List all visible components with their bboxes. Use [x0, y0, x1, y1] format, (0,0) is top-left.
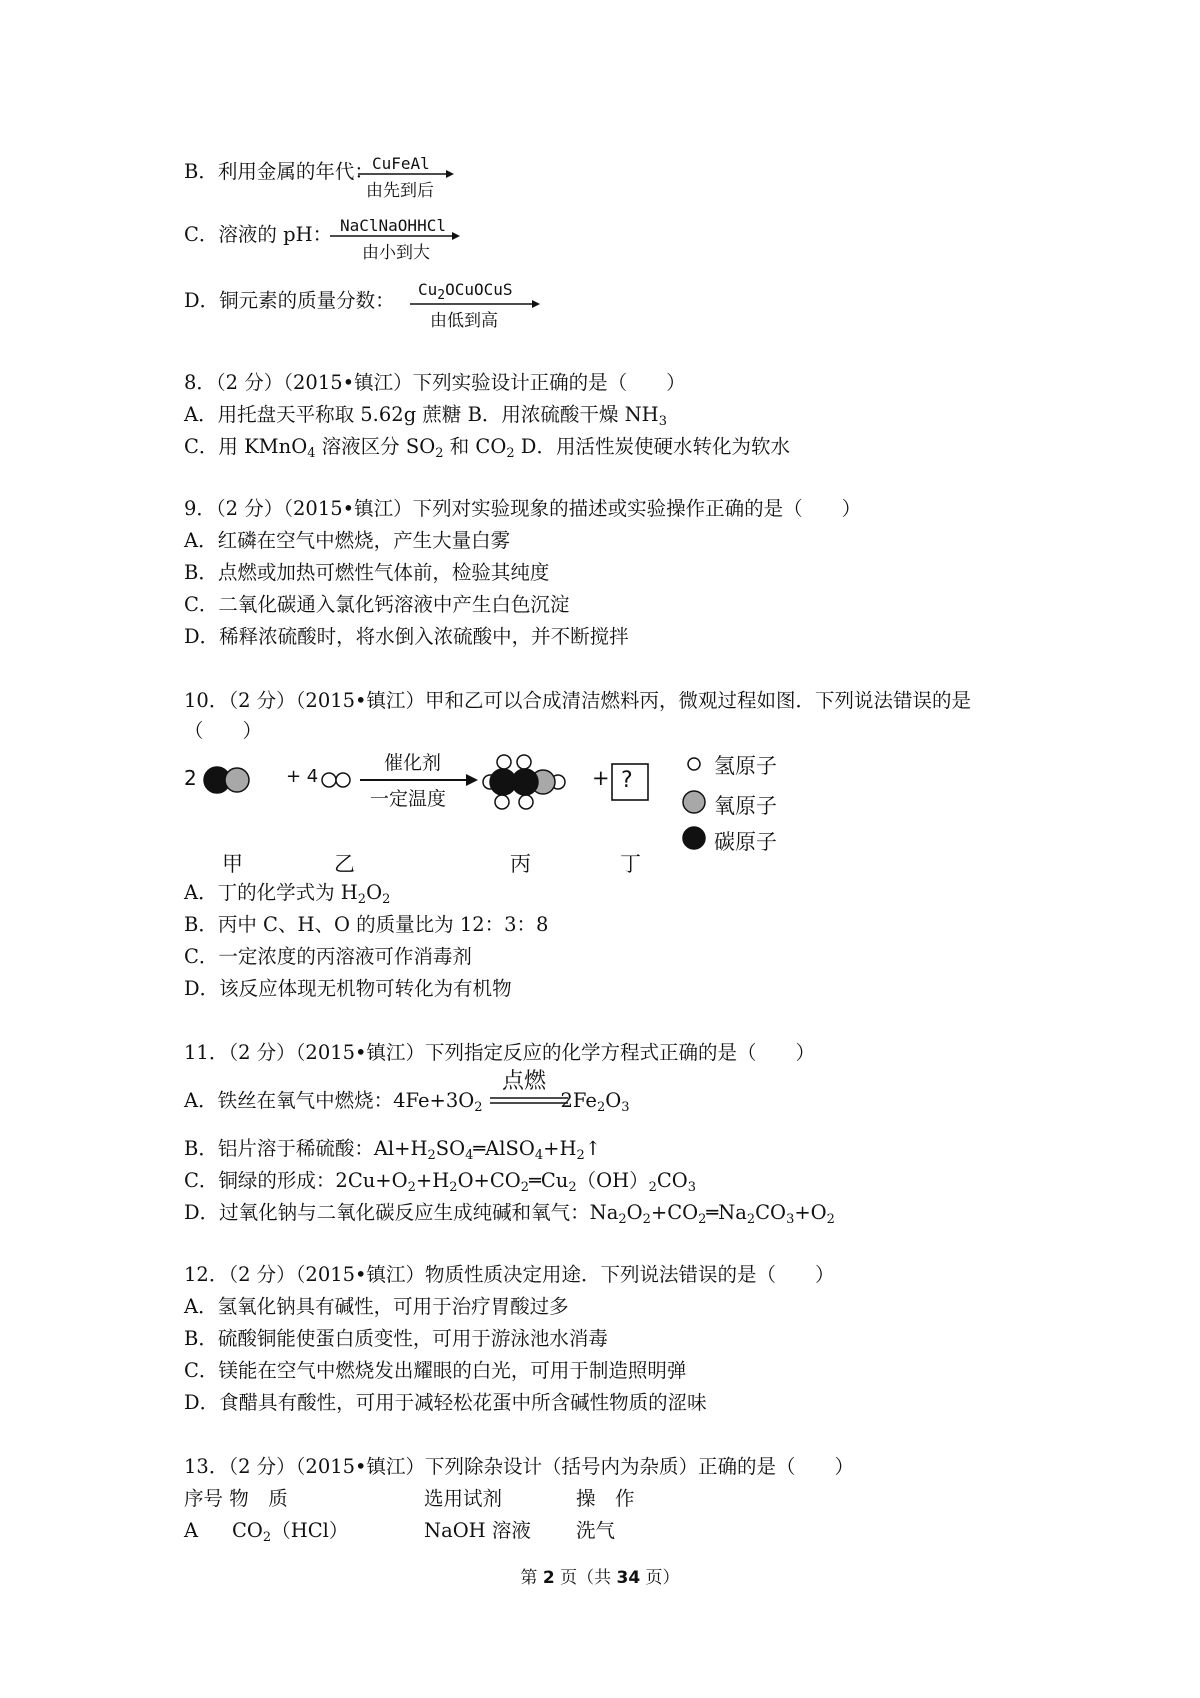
q12-option-a: A．氢氧化钠具有碱性，可用于治疗胃酸过多: [184, 1295, 569, 1318]
q12-stem: 12．（2 分）（2015•镇江）物质性质决定用途．下列说法错误的是（ ）: [184, 1263, 835, 1286]
q13-row-a-t1: CO: [232, 1519, 263, 1542]
q13-row-a-operation: 洗气: [576, 1519, 616, 1542]
hydrogen-atom-icon: [322, 773, 336, 787]
page-footer: [0, 1563, 1200, 1588]
arrow-head-icon: [466, 774, 478, 786]
q10-option-a: [184, 880, 390, 906]
q7-c-order: NaClNaOHHCl: [340, 216, 446, 235]
q11-c-s2: 2: [449, 1180, 458, 1195]
q11-b-s1: 2: [427, 1148, 436, 1163]
hydrogen-atom-icon: [497, 755, 511, 769]
q11-c-t2: +H: [415, 1169, 450, 1192]
q7-c-prefix: C．溶液的 pH：: [184, 223, 333, 246]
q11-d-s5: 3: [786, 1212, 795, 1227]
q12-option-c: C．镁能在空气中燃烧发出耀眼的白光，可用于制造照明弹: [184, 1359, 687, 1382]
q11-d-s6: 2: [826, 1212, 835, 1227]
q8-cd-t2: 溶液区分 SO: [315, 435, 436, 458]
legend-carbon: 碳原子: [714, 830, 777, 854]
q7-b-order: CuFeAl: [372, 154, 430, 173]
name-ding: 丁: [620, 852, 641, 876]
q10-a-t1: A．丁的化学式为 H: [184, 881, 358, 904]
q8-cd-s1: 4: [307, 446, 316, 461]
name-jia: 甲: [222, 852, 243, 876]
q13-row-a-s1: 2: [262, 1530, 272, 1545]
legend-hydrogen-icon: [688, 758, 700, 770]
coef-jia: 2: [184, 766, 197, 790]
q9-option-a: A．红磷在空气中燃烧，产生大量白雾: [184, 529, 511, 552]
q13-header-substance: 序号 物 质: [184, 1487, 288, 1510]
footer-page-number: 2: [542, 1568, 555, 1588]
catalyst-label: 催化剂: [384, 752, 442, 774]
q11-b-t4: +H: [543, 1137, 577, 1160]
q11-b-t1: B．铝片溶于稀硫酸：Al+H: [184, 1137, 428, 1160]
q11-c-s6: 3: [687, 1180, 697, 1195]
q10-option-d: D．该反应体现无机物可转化为有机物: [184, 977, 512, 1000]
q10-a-s2: 2: [382, 892, 391, 907]
q8-ab-text: A．用托盘天平称取 5.62g 蔗糖 B．用浓硫酸干燥 NH: [184, 403, 659, 426]
q11-b-t5: ↑: [584, 1137, 602, 1160]
q11-c-t5: （OH）: [576, 1169, 649, 1192]
oxygen-atom-icon: [225, 768, 249, 792]
q11-stem: 11．（2 分）（2015•镇江）下列指定反应的化学方程式正确的是（ ）: [184, 1041, 816, 1064]
q11-b-t2: SO: [435, 1137, 466, 1160]
hydrogen-atom-icon: [519, 795, 533, 809]
q11-a-s3: 3: [621, 1100, 630, 1115]
q7-option-b: [184, 159, 374, 185]
q11-c-t1: C．铜绿的形成：2Cu+O: [184, 1169, 408, 1192]
q11-a-condition: 点燃: [502, 1069, 547, 1094]
q11-c-s1: 2: [407, 1180, 416, 1195]
q7-b-prefix: B．利用金属的年代：: [184, 160, 374, 183]
footer-prefix: 第: [520, 1568, 543, 1588]
q11-b-s3: 4: [534, 1148, 544, 1163]
q11-d-s2: 2: [642, 1212, 651, 1227]
q11-d-t5: CO: [755, 1201, 787, 1224]
q13-row-a-t2: （HCl）: [271, 1519, 349, 1542]
q11-a-s1: 2: [474, 1100, 483, 1115]
q8-cd-t1: C．用 KMnO: [184, 435, 308, 458]
q7-d-order-b: OCuOCuS: [445, 280, 513, 299]
q11-a-s2: 2: [596, 1100, 606, 1115]
hydrogen-atom-icon: [336, 773, 350, 787]
q11-b-t3: ═AlSO: [473, 1137, 535, 1160]
legend-carbon-icon: [683, 827, 705, 849]
q11-b-s4: 2: [576, 1148, 585, 1163]
q13-header-reagent: 选用试剂: [424, 1487, 503, 1510]
q13-row-a-reagent: NaOH 溶液: [424, 1519, 531, 1542]
q13-table-header: [184, 1486, 288, 1512]
q10-option-b: B．丙中 C、H、O 的质量比为 12：3：8: [184, 913, 549, 936]
footer-middle: 页（共: [554, 1568, 617, 1588]
name-yi: 乙: [334, 852, 355, 876]
plus-ding: +: [592, 766, 610, 790]
q10-stem-bracket: （ ）: [184, 719, 263, 742]
q9-option-d: D．稀释浓硫酸时，将水倒入浓硫酸中，并不断搅拌: [184, 625, 629, 648]
q7-option-d: [184, 288, 395, 314]
q11-a-t1: A．铁丝在氧气中燃烧：4Fe+3O: [184, 1089, 475, 1112]
q11-c-t3: O+CO: [457, 1169, 521, 1192]
q7-c-direction: 由小到大: [362, 243, 430, 263]
q11-d-t4: ═Na: [706, 1201, 747, 1224]
q7-d-order: [418, 280, 513, 303]
plus-coef-yi: + 4: [286, 766, 319, 787]
temperature-label: 一定温度: [370, 788, 447, 810]
q11-d-t6: +O: [794, 1201, 827, 1224]
hydrogen-atom-icon: [517, 755, 531, 769]
q8-options-cd: [184, 434, 790, 460]
carbon-atom-icon: [512, 769, 538, 795]
q7-d-order-sub: 2: [437, 288, 446, 303]
legend-oxygen: 氧原子: [714, 794, 777, 818]
q11-c-t6: CO: [656, 1169, 688, 1192]
name-bing: 丙: [510, 852, 531, 876]
q8-cd-s2: 2: [435, 446, 444, 461]
q9-option-b: B．点燃或加热可燃性气体前，检验其纯度: [184, 561, 550, 584]
q7-b-direction: 由先到后: [366, 181, 434, 201]
q11-option-b: [184, 1136, 601, 1162]
q13-header-operation: 操 作: [576, 1487, 635, 1510]
unknown-mark: ?: [621, 768, 633, 793]
q10-option-c: C．一定浓度的丙溶液可作消毒剂: [184, 945, 472, 968]
footer-total-pages: 34: [616, 1568, 641, 1588]
legend-oxygen-icon: [683, 791, 705, 813]
q8-cd-t3: 和 CO: [443, 435, 507, 458]
q9-option-c: C．二氧化碳通入氯化钙溶液中产生白色沉淀: [184, 593, 570, 616]
q10-stem: 10．（2 分）（2015•镇江）甲和乙可以合成清洁燃料丙，微观过程如图．下列说法错误的是: [184, 689, 972, 712]
q11-a-t2: 2Fe: [560, 1089, 597, 1112]
q11-c-s3: 2: [520, 1180, 530, 1195]
q11-option-c: [184, 1168, 696, 1194]
hydrogen-atom-icon: [495, 795, 509, 809]
q7-d-direction: 由低到高: [430, 311, 498, 331]
q10-molecule-svg: [180, 740, 800, 870]
q8-ab-sub: 3: [658, 414, 667, 429]
q11-a-t3: O: [605, 1089, 622, 1112]
q11-d-t1: D．过氧化钠与二氧化碳反应生成纯碱和氧气：Na: [184, 1201, 619, 1224]
q13-row-a-substance: [232, 1518, 348, 1544]
footer-suffix: 页）: [640, 1568, 680, 1588]
q11-d-t3: +CO: [650, 1201, 699, 1224]
q11-d-t2: O: [626, 1201, 643, 1224]
q9-stem: 9．（2 分）（2015•镇江）下列对实验现象的描述或实验操作正确的是（ ）: [184, 497, 862, 520]
q11-a-equals-sign: [490, 1096, 568, 1106]
q12-option-d: D．食醋具有酸性，可用于减轻松花蛋中所含碱性物质的涩味: [184, 1391, 707, 1414]
q8-cd-t4: D．用活性炭使硬水转化为软水: [514, 435, 790, 458]
legend-hydrogen: 氢原子: [714, 754, 777, 778]
q11-d-s3: 2: [698, 1212, 707, 1227]
q8-cd-s3: 2: [506, 446, 515, 461]
q11-c-s4: 2: [568, 1180, 577, 1195]
q11-c-t4: ═Cu: [529, 1169, 569, 1192]
q8-stem: 8．（2 分）（2015•镇江）下列实验设计正确的是（ ）: [184, 371, 686, 394]
q10-a-s1: 2: [357, 892, 367, 907]
q10-a-t2: O: [366, 881, 383, 904]
q8-options-ab: [184, 402, 667, 428]
q11-option-d: [184, 1200, 835, 1226]
q7-option-c: [184, 222, 332, 248]
q7-d-order-a: Cu: [418, 280, 438, 299]
q12-option-b: B．硫酸铜能使蛋白质变性，可用于游泳池水消毒: [184, 1327, 608, 1350]
q7-d-prefix: D．铜元素的质量分数：: [184, 289, 395, 312]
q11-d-s4: 2: [746, 1212, 756, 1227]
q11-b-s2: 4: [465, 1148, 474, 1163]
q11-d-s1: 2: [618, 1212, 627, 1227]
q13-stem: 13．（2 分）（2015•镇江）下列除杂设计（括号内为杂质）正确的是（ ）: [184, 1455, 855, 1478]
q11-c-s5: 2: [648, 1180, 657, 1195]
q13-row-a-label: A: [184, 1519, 199, 1542]
